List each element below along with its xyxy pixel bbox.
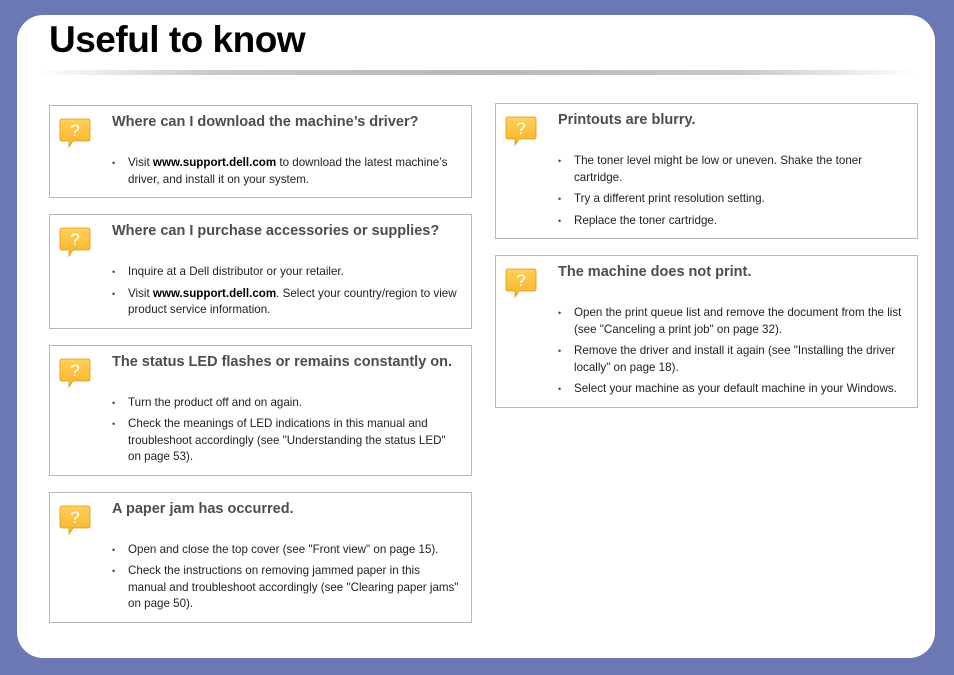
answer-text: The toner level might be low or uneven. Shake the toner cartridge.	[574, 154, 863, 184]
faq-answer-item	[558, 191, 907, 208]
svg-text:?: ?	[70, 121, 80, 140]
faq-answer-item	[112, 416, 461, 466]
faq-answer-item	[558, 305, 907, 338]
faq-answer-item	[112, 264, 461, 281]
question-icon	[505, 115, 537, 147]
question-icon	[59, 357, 91, 389]
faq-answer-item	[112, 563, 461, 613]
answer-text: Open the print queue list and remove the document from the list (see "Canceling a print job" on page 32).	[574, 306, 902, 336]
faq-question: Printouts are blurry.	[558, 112, 696, 128]
faq-box	[49, 492, 472, 623]
svg-text:?: ?	[516, 271, 526, 290]
faq-box	[49, 345, 472, 476]
faq-answer-item	[558, 381, 907, 398]
answer-text: Visit	[128, 286, 153, 300]
faq-answer-item	[112, 286, 461, 319]
answer-text: Visit	[128, 156, 153, 169]
answer-text: Replace the toner cartridge.	[574, 213, 718, 227]
answer-text: Select your machine as your default machine in your Windows.	[574, 382, 897, 395]
faq-question: A paper jam has occurred.	[112, 500, 294, 517]
answer-text: Try a different print resolution setting.	[574, 192, 765, 205]
answer-text: Remove the driver and install it again (see "Installing the driver locally" on page 18).	[574, 344, 896, 374]
faq-box	[49, 214, 472, 329]
answer-text: . Select your country/region to view product service information.	[128, 286, 457, 316]
faq-answer-item	[112, 395, 461, 412]
support-link[interactable]: www.support.dell.com	[152, 286, 277, 300]
faq-answer-item	[558, 343, 907, 376]
svg-text:?: ?	[516, 119, 526, 138]
answer-text: Check the instructions on removing jammed paper in this manual and troubleshoot accordingly (see "Clearing paper jams" on page 50).	[128, 564, 459, 610]
title-divider	[37, 70, 917, 75]
answer-text: to download the latest machine’s driver, and install it on your system.	[128, 156, 448, 186]
answer-text: Turn the product off and on again.	[128, 395, 303, 409]
faq-question: Where can I download the machine’s driver?	[112, 114, 419, 130]
question-icon	[59, 226, 91, 258]
answer-text: Inquire at a Dell distributor or your retailer.	[128, 265, 344, 278]
answer-text: Open and close the top cover (see "Front view" on page 15).	[128, 542, 439, 556]
question-icon	[59, 504, 91, 536]
question-icon	[59, 117, 91, 149]
faq-question: Where can I purchase accessories or supplies?	[112, 223, 440, 239]
faq-answer-list	[112, 155, 461, 188]
page-title: Useful to know	[49, 19, 306, 60]
svg-text:?: ?	[70, 507, 80, 527]
faq-column-right	[495, 103, 918, 424]
faq-answer-list	[558, 305, 907, 398]
faq-box	[49, 105, 472, 198]
svg-text:?: ?	[70, 230, 80, 249]
support-link[interactable]: www.support.dell.com	[152, 156, 277, 169]
svg-text:?: ?	[70, 360, 80, 380]
faq-box	[495, 103, 918, 239]
faq-answer-list	[112, 264, 461, 319]
page	[17, 15, 935, 658]
faq-column-left	[49, 105, 472, 639]
faq-answer-list	[558, 153, 907, 229]
faq-answer-item	[558, 213, 907, 230]
faq-answer-item	[558, 153, 907, 186]
faq-question: The machine does not print.	[558, 264, 752, 280]
faq-answer-item	[112, 155, 461, 188]
faq-answer-list	[112, 542, 461, 613]
question-icon	[505, 267, 537, 299]
faq-answer-item	[112, 542, 461, 559]
faq-question: The status LED flashes or remains constantly on.	[112, 353, 453, 370]
faq-box	[495, 255, 918, 408]
answer-text: Check the meanings of LED indications in this manual and troubleshoot accordingly (see "Understanding the status LED" on page 53).	[128, 417, 446, 463]
faq-answer-list	[112, 395, 461, 466]
